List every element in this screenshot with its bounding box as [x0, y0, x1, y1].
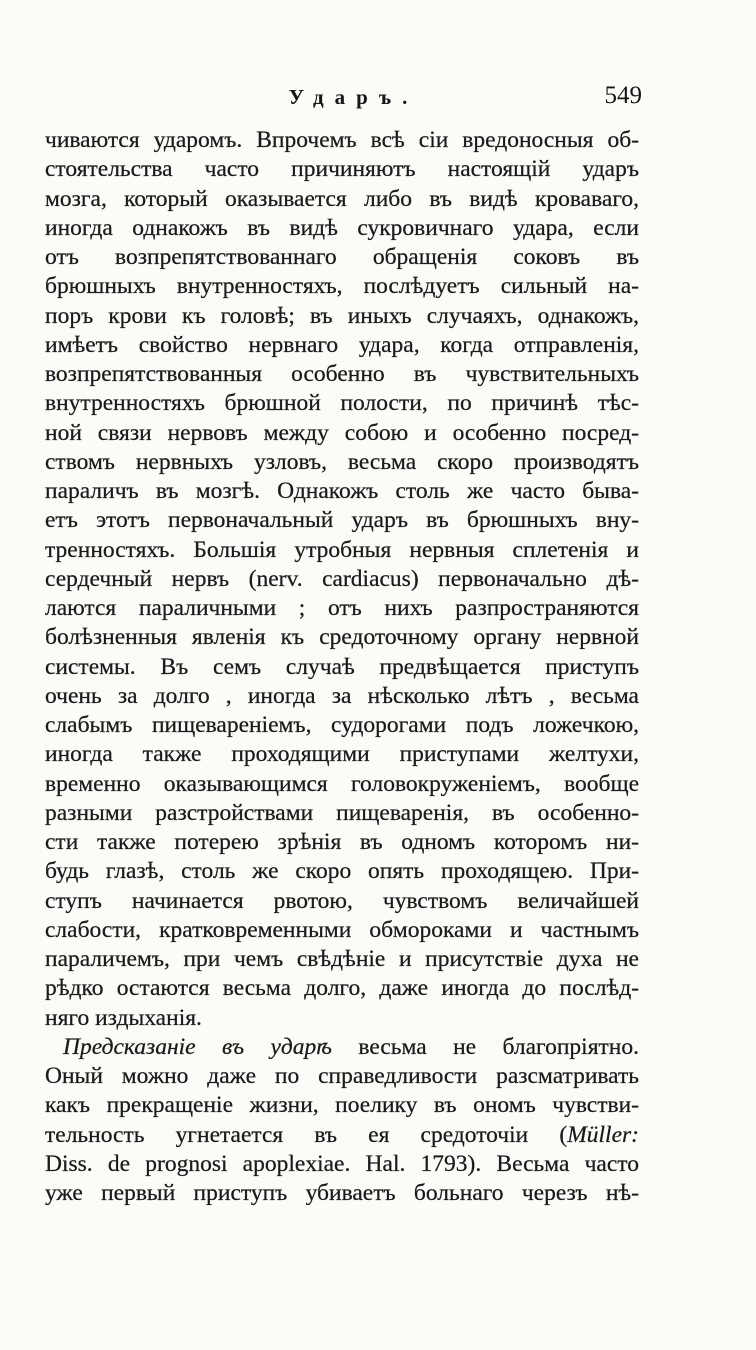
text-line: няго издыханія. [45, 1004, 202, 1031]
text-line: иногда также проходящими приступами желтухи, [45, 741, 639, 768]
text-line: етъ этотъ первоначальный ударъ въ брюшныхъ вну- [45, 507, 639, 534]
text-line: имѣетъ свойство нервнаго удара, когда отправленія, [45, 331, 639, 358]
text-line: временно оказывающимся головокруженіемъ, вообще [45, 770, 639, 797]
text-line: мозга, который оказывается либо въ видѣ кроваваго, [45, 185, 639, 212]
text-line: отъ возпрепятствованнаго обращенія соковъ въ [45, 244, 639, 270]
text-line: разными разстройствами пищеваренія, въ особенно- [45, 799, 639, 826]
text-line: слабымъ пищевареніемъ, судорогами подъ ложечкою, [45, 712, 639, 738]
text-line: поръ крови къ головѣ; въ иныхъ случаяхъ, однакожъ, [45, 302, 639, 329]
text-line: болѣзненныя явленія къ средоточному органу нервной [45, 624, 639, 651]
text-line: сти также потерею зрѣнія въ одномъ которомъ ни- [45, 829, 639, 855]
running-head: Ударъ. [288, 85, 419, 109]
paragraph [45, 1033, 639, 1209]
text-line [45, 1121, 639, 1150]
text-line: Diss. de prognosi apoplexiae. Hal. 1793). Весьма часто [45, 1150, 639, 1177]
text-line: параличемъ, при чемъ свѣдѣніе и присутствіе духа не [45, 946, 639, 972]
text-line [45, 1033, 639, 1062]
text-line: ступъ начинается рвотою, чувствомъ величайшей [45, 887, 639, 914]
text-line: сердечный нервъ (nerv. cardiacus) первоначально дѣ- [45, 565, 639, 592]
text-line: Оный можно даже по справедливости разсматривать [45, 1063, 639, 1089]
text-line: параличъ въ мозгѣ. Однакожъ столь же часто быва- [45, 478, 639, 504]
line-segment: тельность угнетается въ ея средоточіи ( [45, 1121, 568, 1148]
text-line: рѣдко остаются весьма долго, даже иногда до послѣд- [45, 975, 639, 1002]
text-line: системы. Въ семъ случаѣ предвѣщается приступъ [45, 653, 639, 680]
emphasis-text: Müller: [567, 1121, 639, 1148]
text-line: внутренностяхъ брюшной полости, по причинѣ тѣс- [45, 390, 639, 417]
text-line: возпрепятствованныя особенно въ чувствительныхъ [45, 361, 639, 387]
text-line: будь глазѣ, столь же скоро опять проходящею. При- [45, 858, 639, 885]
text-line: ной связи нервовъ между собою и особенно посред- [45, 419, 639, 446]
text-line: брюшныхъ внутренностяхъ, послѣдуетъ сильный на- [45, 273, 639, 300]
text-body [45, 126, 639, 1208]
text-line: очень за долго , иногда за нѣсколько лѣтъ , весьма [45, 682, 639, 709]
page-number: 549 [604, 82, 642, 109]
text-line: ствомъ нервныхъ узловъ, весьма скоро производятъ [45, 448, 639, 475]
line-segment: весьма не благопріятно. [331, 1033, 639, 1060]
text-line: лаются параличными ; отъ нихъ разпространяются [45, 595, 639, 621]
emphasis-text: Предсказаніе въ ударѣ [63, 1033, 332, 1060]
text-line: слабости, кратковременными обмороками и частнымъ [45, 916, 639, 943]
text-line: уже первый приступъ убиваетъ больнаго черезъ нѣ- [45, 1180, 639, 1206]
text-line: какъ прекращеніе жизни, поелику въ ономъ чувстви- [45, 1092, 639, 1119]
text-line: тренностяхъ. Большія утробныя нервныя сплетенія и [45, 536, 639, 563]
text-line: стоятельства часто причиняютъ настоящій ударъ [45, 156, 639, 183]
text-line: чиваются ударомъ. Впрочемъ всѣ сіи вредоносныя об- [45, 127, 639, 153]
paragraph [45, 126, 639, 1033]
text-line: иногда однакожъ въ видѣ сукровичнаго удара, если [45, 214, 639, 241]
